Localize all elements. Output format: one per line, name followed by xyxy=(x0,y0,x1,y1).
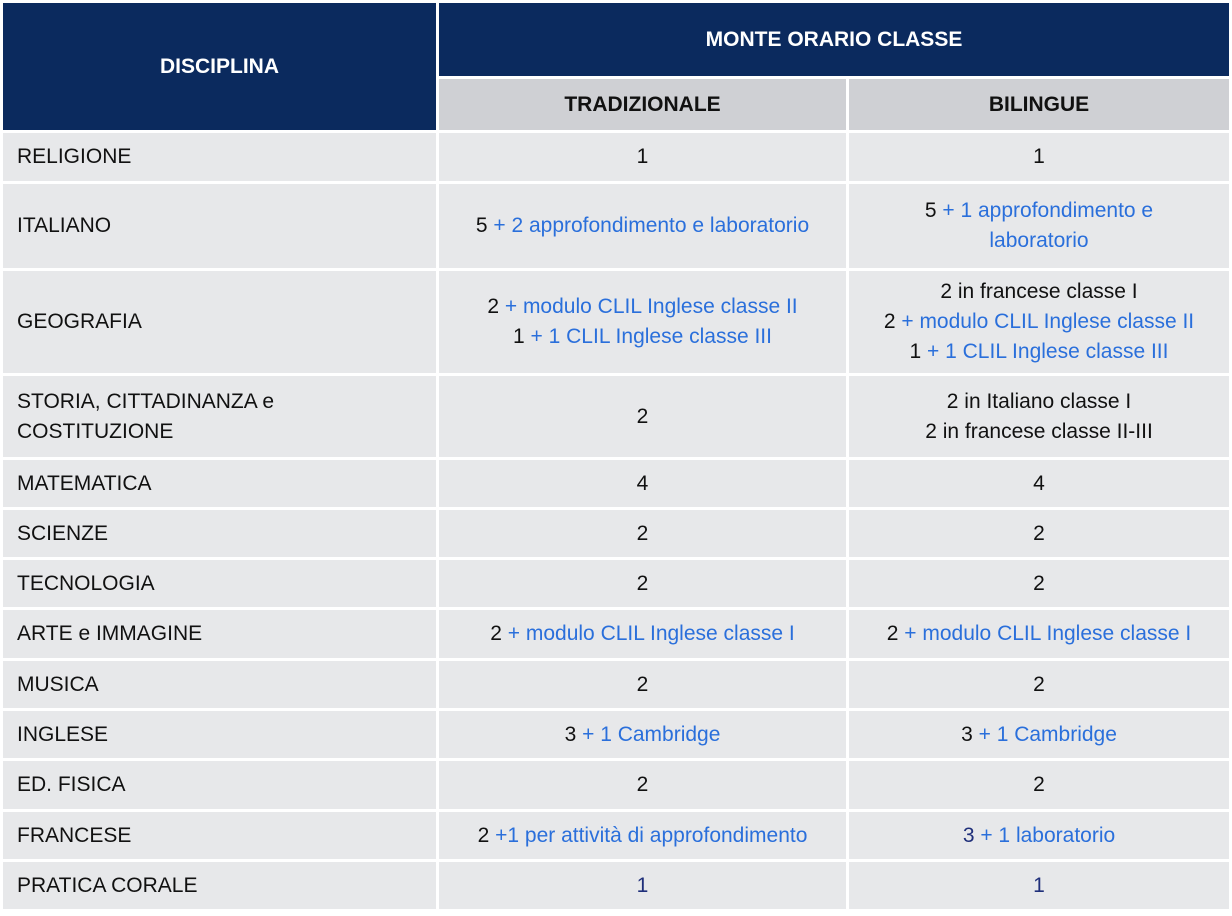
hours-bilingue xyxy=(848,270,1231,375)
hours-line xyxy=(439,821,846,851)
hours-base-text: 2 xyxy=(636,672,649,696)
hours-base-text: 2 xyxy=(490,622,508,645)
hours-line xyxy=(849,770,1229,800)
table-body xyxy=(2,132,1231,911)
hours-tradizionale xyxy=(438,710,848,760)
hours-line xyxy=(439,871,846,901)
hours-line xyxy=(849,821,1229,851)
table-row xyxy=(2,760,1231,811)
hours-line xyxy=(849,670,1229,700)
discipline-name: MUSICA xyxy=(2,660,438,710)
hours-base-text: 4 xyxy=(636,471,649,495)
hours-line xyxy=(439,469,846,499)
hours-base-text: 2 xyxy=(1033,672,1045,696)
table-row xyxy=(2,132,1231,183)
hours-extra-text: + 1 laboratorio xyxy=(980,823,1116,847)
table-row xyxy=(2,270,1231,375)
header-tradizionale: TRADIZIONALE xyxy=(438,78,848,132)
hours-base-text: 2 xyxy=(883,310,902,333)
discipline-name: PRATICA CORALE xyxy=(2,861,438,911)
hours-bilingue xyxy=(848,660,1231,710)
hours-bilingue xyxy=(848,710,1231,760)
hours-base-text: 1 xyxy=(1033,873,1045,897)
hours-extra-text: laboratorio xyxy=(989,229,1089,252)
hours-line xyxy=(439,770,846,800)
table-row xyxy=(2,509,1231,559)
discipline-name: ARTE e IMMAGINE xyxy=(2,609,438,660)
hours-line xyxy=(849,871,1229,901)
discipline-name: MATEMATICA xyxy=(2,459,438,509)
hours-bilingue xyxy=(848,760,1231,811)
hours-line xyxy=(439,322,846,352)
hours-base-text: 2 xyxy=(636,571,649,595)
hours-bilingue xyxy=(848,183,1231,270)
hours-extra-text: + modulo CLIL Inglese classe II xyxy=(901,310,1195,333)
hours-extra-text: + modulo CLIL Inglese classe II xyxy=(504,295,798,318)
discipline-name: SCIENZE xyxy=(2,509,438,559)
hours-base-text: 2 xyxy=(1033,571,1045,595)
hours-line xyxy=(439,619,846,649)
hours-bilingue xyxy=(848,609,1231,660)
hours-base-text: 5 xyxy=(924,199,943,222)
hours-extra-text: + 1 CLIL Inglese classe III xyxy=(927,340,1169,363)
table-row xyxy=(2,559,1231,609)
discipline-name: STORIA, CITTADINANZA e COSTITUZIONE xyxy=(2,375,438,459)
hours-line xyxy=(849,619,1229,649)
hours-line xyxy=(849,277,1229,307)
hours-tradizionale xyxy=(438,183,848,270)
hours-line xyxy=(849,226,1229,256)
hours-tradizionale xyxy=(438,132,848,183)
hours-tradizionale xyxy=(438,459,848,509)
hours-line xyxy=(849,569,1229,599)
hours-line xyxy=(849,720,1229,750)
hours-bilingue xyxy=(848,132,1231,183)
hours-extra-text: + 1 Cambridge xyxy=(582,722,721,746)
discipline-name: ITALIANO xyxy=(2,183,438,270)
hours-line xyxy=(849,196,1229,226)
hours-tradizionale xyxy=(438,270,848,375)
discipline-name: RELIGIONE xyxy=(2,132,438,183)
hours-tradizionale xyxy=(438,559,848,609)
hours-base-text: 4 xyxy=(1033,471,1045,495)
hours-bilingue xyxy=(848,811,1231,861)
hours-tradizionale xyxy=(438,375,848,459)
hours-base-text: 1 xyxy=(636,145,649,168)
hours-extra-text: + 2 approfondimento e laboratorio xyxy=(493,214,810,237)
discipline-name: INGLESE xyxy=(2,710,438,760)
hours-base-text: 2 xyxy=(886,622,905,645)
hours-base-text: 2 in francese classe I xyxy=(940,280,1138,303)
hours-base-text: 2 in Italiano classe I xyxy=(946,389,1132,413)
hours-bilingue xyxy=(848,509,1231,559)
discipline-name: TECNOLOGIA xyxy=(2,559,438,609)
hours-extra-text: + modulo CLIL Inglese classe I xyxy=(507,622,795,645)
hours-line xyxy=(439,402,846,432)
hours-base-text: 1 xyxy=(909,340,928,363)
hours-tradizionale xyxy=(438,660,848,710)
hours-extra-text: + modulo CLIL Inglese classe I xyxy=(904,622,1192,645)
hours-tradizionale xyxy=(438,811,848,861)
hours-line xyxy=(439,670,846,700)
hours-line xyxy=(439,569,846,599)
hours-base-text: 1 xyxy=(636,873,649,897)
hours-base-text: 2 xyxy=(636,521,649,545)
hours-line xyxy=(439,292,846,322)
hours-base-text: 2 xyxy=(477,823,496,847)
hours-base-text: 2 in francese classe II-III xyxy=(925,419,1153,443)
table-row xyxy=(2,811,1231,861)
hours-base-text: 3 xyxy=(564,722,583,746)
hours-line xyxy=(849,337,1229,367)
hours-base-text: 1 xyxy=(513,325,531,348)
table-row xyxy=(2,183,1231,270)
hours-line xyxy=(439,519,846,549)
hours-line xyxy=(849,307,1229,337)
hours-base-text: 1 xyxy=(1033,145,1045,168)
hours-bilingue xyxy=(848,861,1231,911)
hours-bilingue xyxy=(848,559,1231,609)
header-monte-orario: MONTE ORARIO CLASSE xyxy=(438,2,1231,78)
hours-tradizionale xyxy=(438,609,848,660)
table-row xyxy=(2,375,1231,459)
hours-base-text: 2 xyxy=(1033,521,1045,545)
hours-extra-text: +1 per attività di approfondimento xyxy=(495,823,808,847)
hours-line xyxy=(849,387,1229,417)
hours-extra-text: + 1 CLIL Inglese classe III xyxy=(530,325,772,348)
table-row xyxy=(2,459,1231,509)
hours-base-text: 3 xyxy=(962,823,981,847)
hours-base-text: 2 xyxy=(636,773,649,796)
hours-extra-text: + 1 Cambridge xyxy=(978,722,1117,746)
hours-line xyxy=(439,211,846,241)
hours-line xyxy=(439,142,846,172)
table-row xyxy=(2,609,1231,660)
header-disciplina: DISCIPLINA xyxy=(2,2,438,132)
hours-tradizionale xyxy=(438,509,848,559)
table-row xyxy=(2,710,1231,760)
hours-line xyxy=(849,142,1229,172)
hours-bilingue xyxy=(848,375,1231,459)
discipline-name: ED. FISICA xyxy=(2,760,438,811)
hours-base-text: 5 xyxy=(475,214,494,237)
hours-base-text: 2 xyxy=(1033,773,1045,796)
table-row xyxy=(2,660,1231,710)
table-row xyxy=(2,861,1231,911)
hours-tradizionale xyxy=(438,861,848,911)
hours-tradizionale xyxy=(438,760,848,811)
hours-line xyxy=(849,417,1229,447)
header-bilingue: BILINGUE xyxy=(848,78,1231,132)
hours-line xyxy=(439,720,846,750)
hours-line xyxy=(849,519,1229,549)
hours-base-text: 2 xyxy=(487,295,505,318)
hours-extra-text: + 1 approfondimento e xyxy=(942,199,1154,222)
hours-base-text: 2 xyxy=(636,404,649,428)
discipline-name: GEOGRAFIA xyxy=(2,270,438,375)
hours-bilingue xyxy=(848,459,1231,509)
discipline-name: FRANCESE xyxy=(2,811,438,861)
hours-line xyxy=(849,469,1229,499)
hours-base-text: 3 xyxy=(961,722,979,746)
